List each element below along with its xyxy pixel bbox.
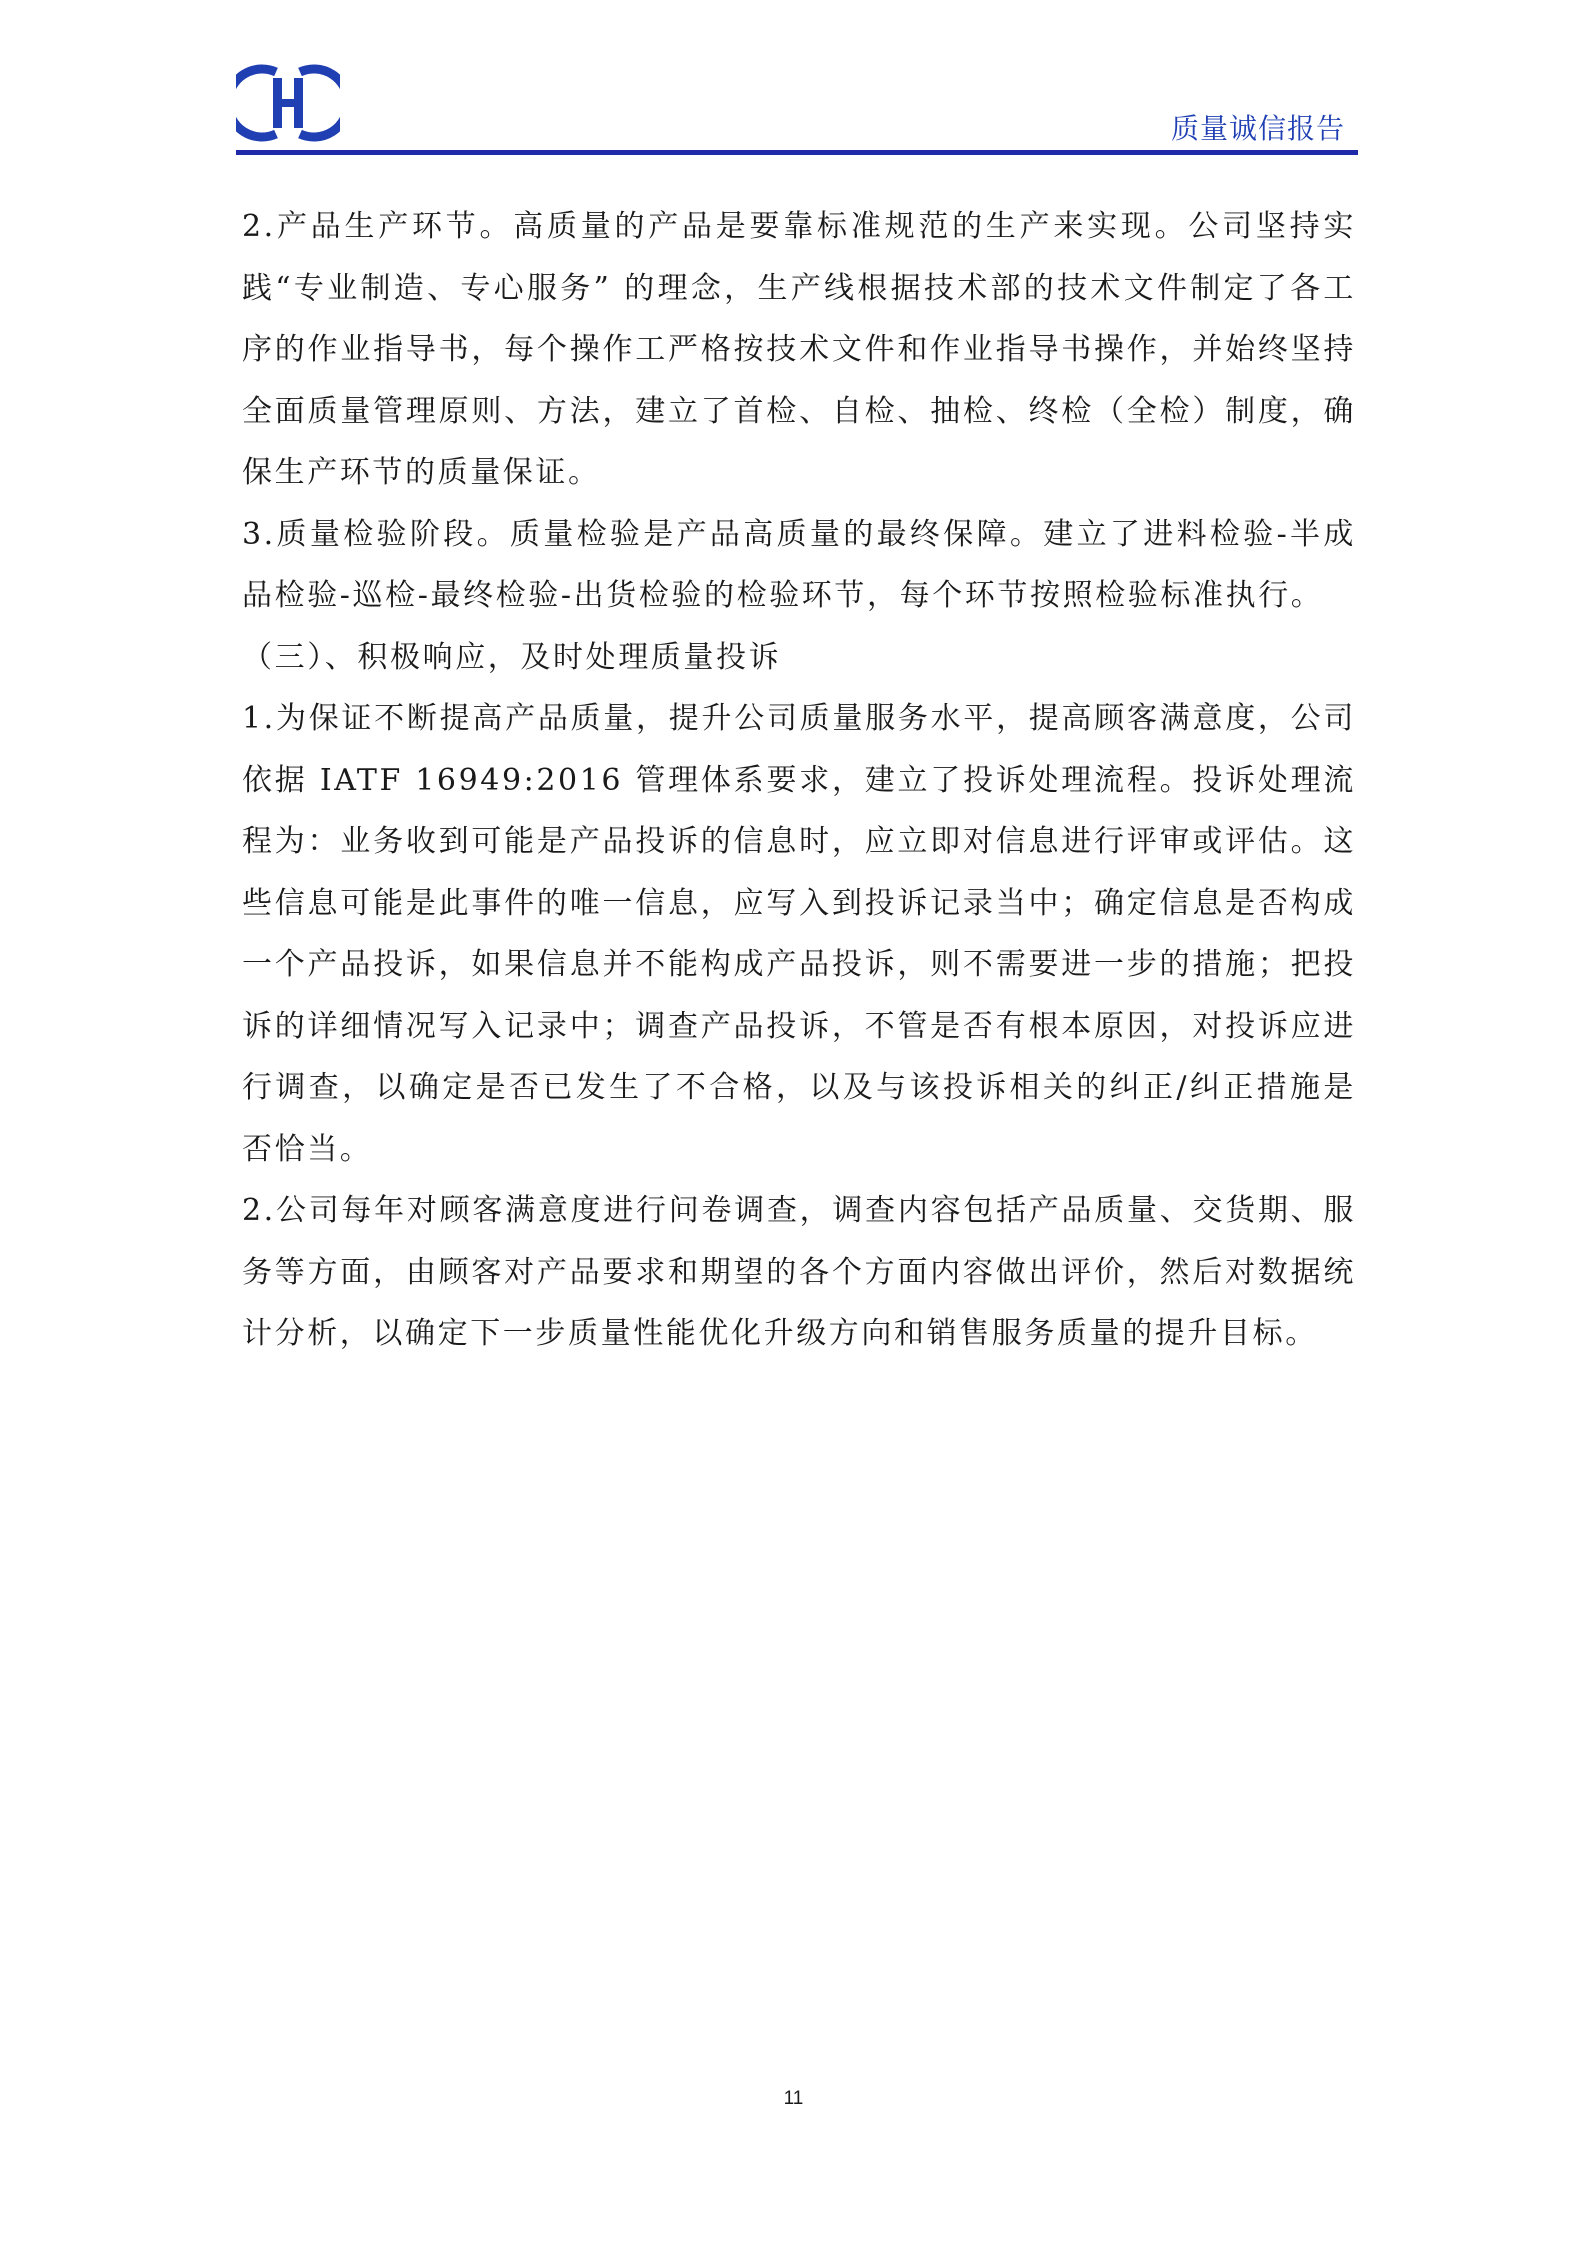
paragraph-inspection: 3.质量检验阶段。质量检验是产品高质量的最终保障。建立了进料检验-半成品检验-巡检-最终检验-出货检验的检验环节，每个环节按照检验标准执行。 [242, 516, 1356, 613]
header-divider [236, 150, 1358, 155]
header-title: 质量诚信报告 [1170, 112, 1345, 145]
page-number: 11 [783, 2088, 804, 2109]
paragraph-complaint-process: 1.为保证不断提高产品质量，提升公司质量服务水平，提高顾客满意度，公司依据 IATF 16949:2016 管理体系要求，建立了投诉处理流程。投诉处理流程为：业务收到可能是产品投诉的信息时，应立即对信息进行评审或评估。这些信息可能是此事件的唯一信息，应写入到投诉记录当中；确定信息是否构成一个产品投诉，如果信息并不能构成产品投诉，则不需要进一步的措施；把投诉的详细情况写入记录中；调查产品投诉，不管是否有根本原因，对投诉应进行调查，以确定是否已发生了不合格，以及与该投诉相关的纠正/纠正措施是否恰当。 [242, 701, 1356, 1167]
body-text [242, 196, 1356, 1365]
paragraph-satisfaction-survey: 2.公司每年对顾客满意度进行问卷调查，调查内容包括产品质量、交货期、服务等方面，由顾客对产品要求和期望的各个方面内容做出评价，然后对数据统计分析，以确定下一步质量性能优化升级方向和销售服务质量的提升目标。 [242, 1193, 1356, 1351]
section-heading: （三）、积极响应，及时处理质量投诉 [242, 639, 782, 675]
paragraph-production: 2.产品生产环节。高质量的产品是要靠标准规范的生产来实现。公司坚持实践“专业制造、专心服务” 的理念，生产线根据技术部的技术文件制定了各工序的作业指导书，每个操作工严格按技术文件和作业指导书操作，并始终坚持全面质量管理原则、方法，建立了首检、自检、抽检、终检（全检）制度，确保生产环节的质量保证。 [242, 209, 1356, 490]
company-logo [236, 58, 340, 148]
